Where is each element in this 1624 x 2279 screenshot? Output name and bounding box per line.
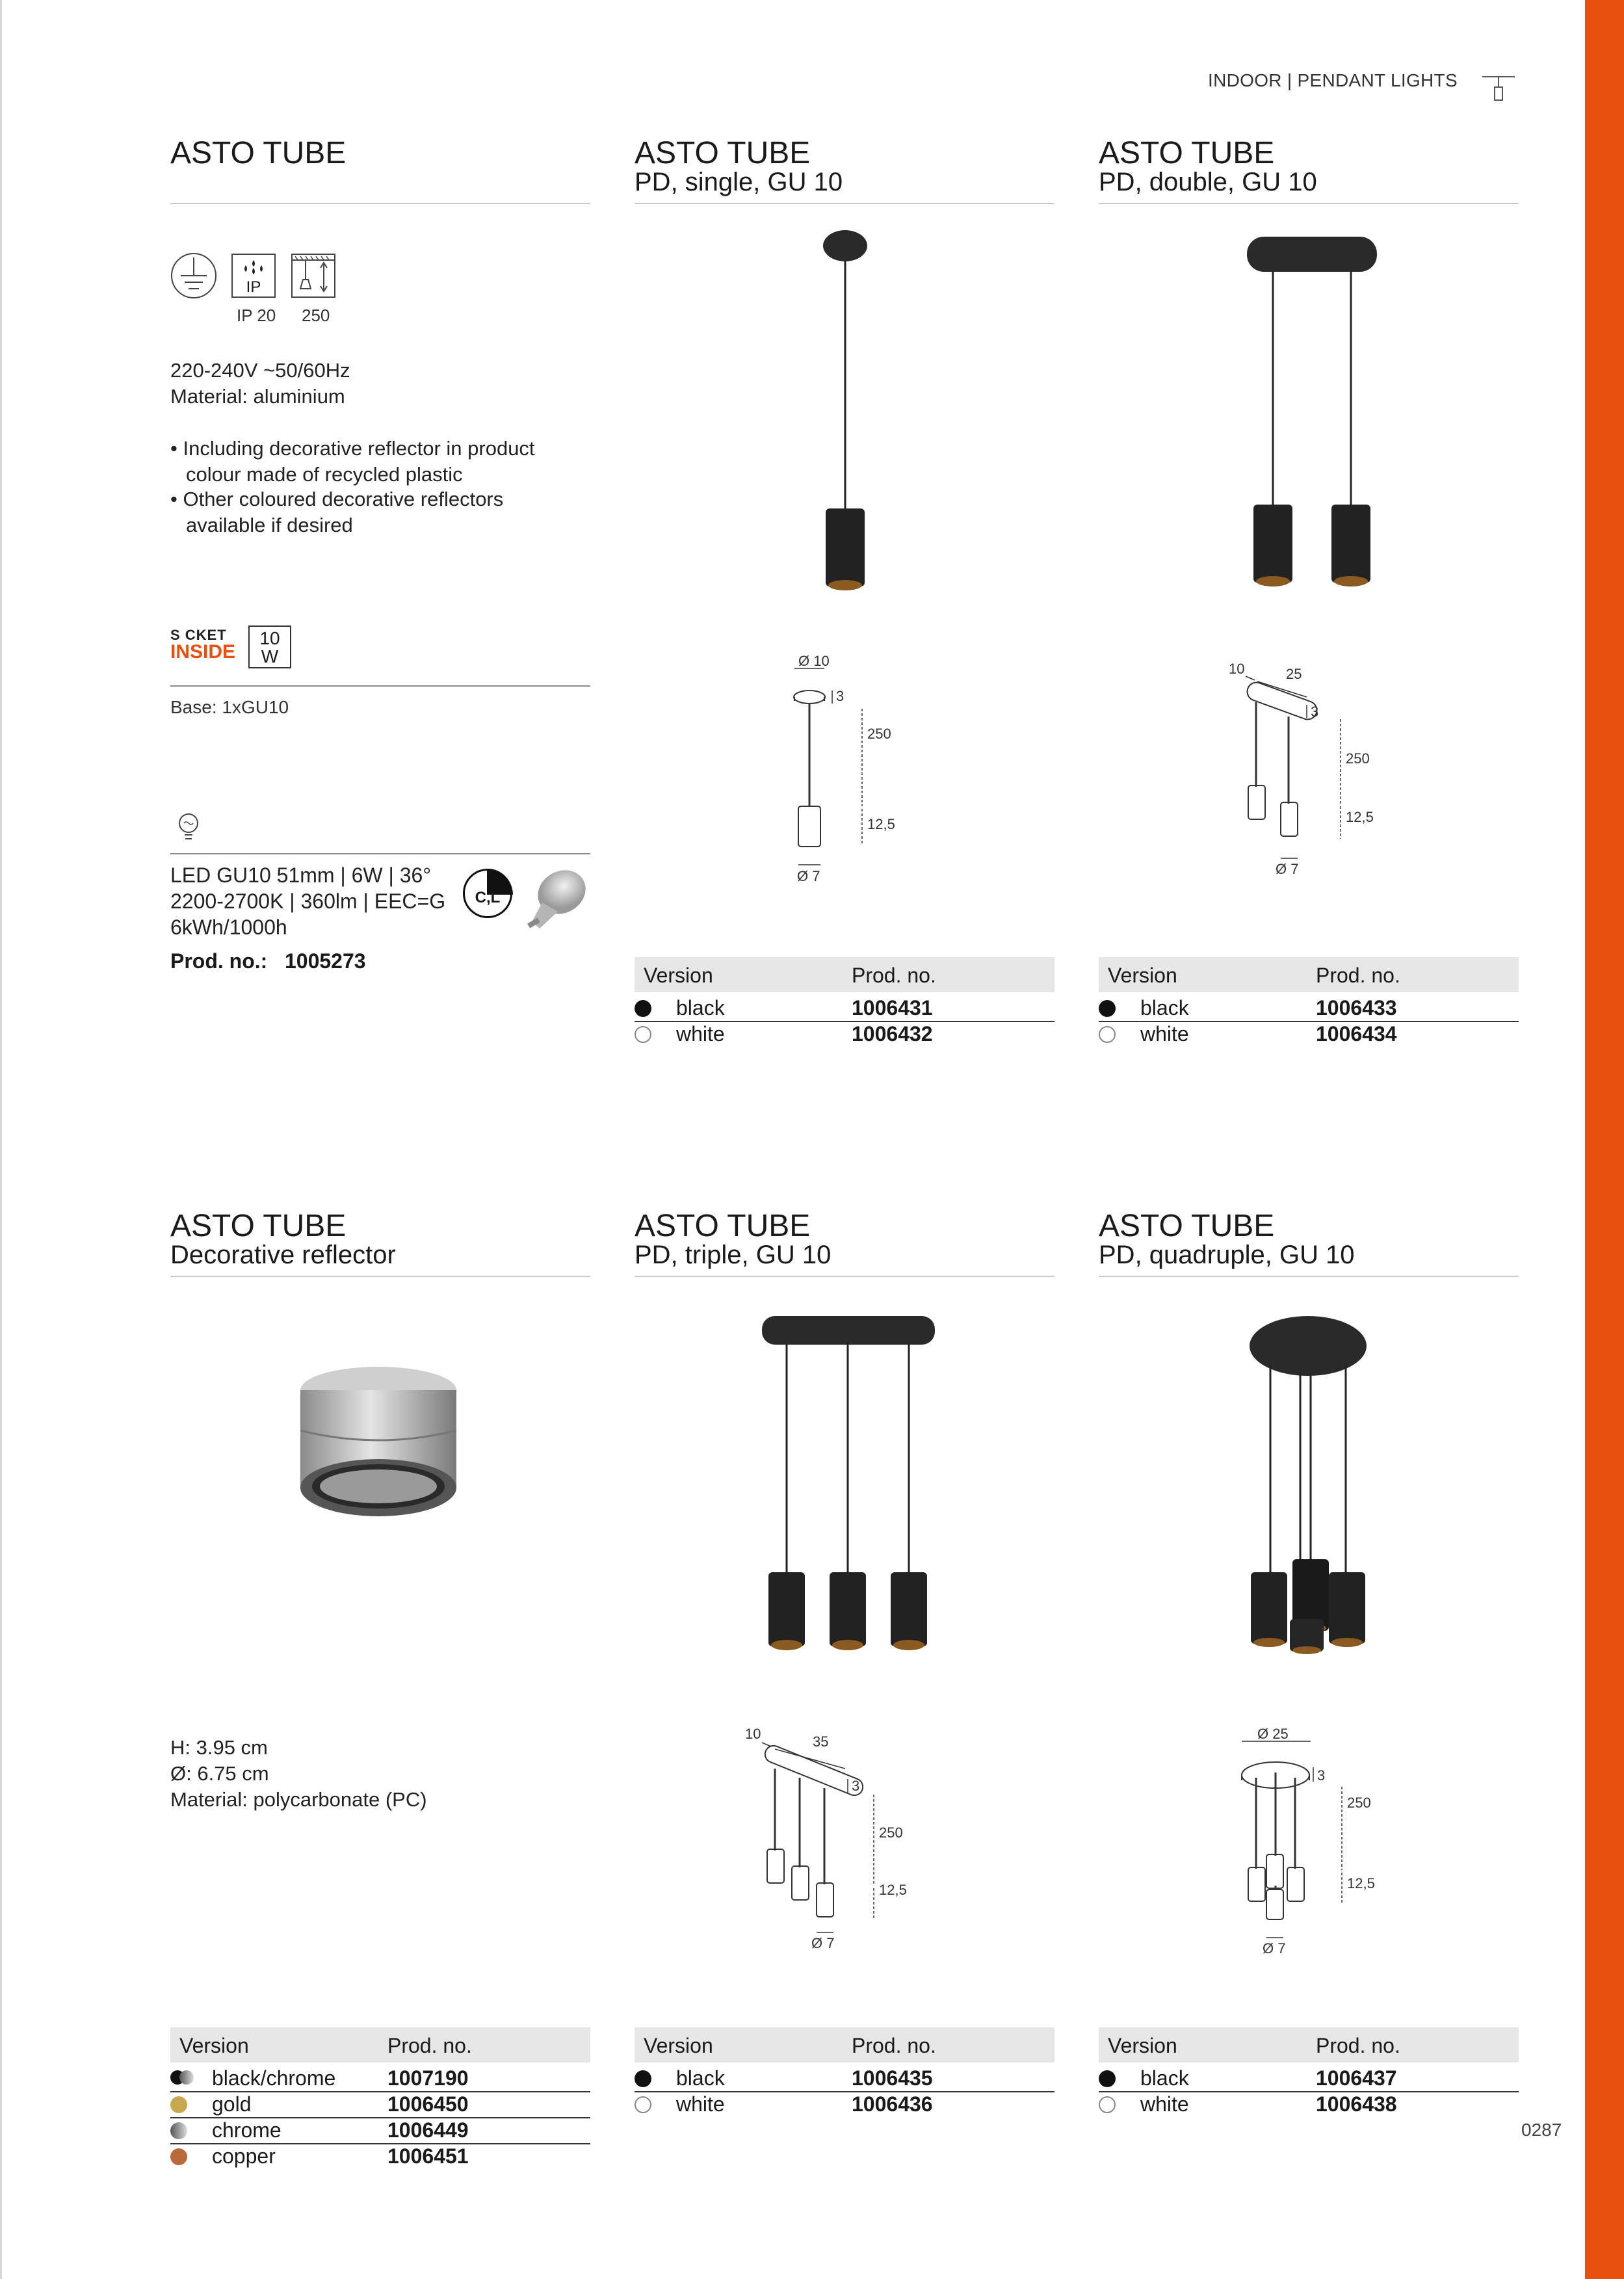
black-swatch-icon bbox=[635, 1000, 651, 1017]
triple-title-divider bbox=[635, 1276, 1054, 1277]
table-row: black 1006433 bbox=[1099, 995, 1519, 1021]
gold-swatch-icon bbox=[170, 2096, 187, 2113]
quadruple-subtitle: PD, quadruple, GU 10 bbox=[1099, 1241, 1355, 1269]
main-prod-no: Prod. no.: 1005273 bbox=[170, 949, 366, 973]
single-dimension-drawing bbox=[780, 650, 910, 891]
feature-bullet-1: • Including decorative reflector in product colour made of recycled plastic bbox=[170, 437, 535, 486]
table-row: black 1006435 bbox=[635, 2065, 1054, 2091]
single-title: ASTO TUBE bbox=[635, 136, 811, 170]
earth-class-icon bbox=[170, 251, 220, 300]
feature-bullet-2: • Other coloured decorative reflectors available if desired bbox=[170, 488, 504, 536]
svg-text:Ø 7: Ø 7 bbox=[1276, 861, 1299, 877]
reflector-title-divider bbox=[170, 1276, 590, 1277]
category-header: INDOOR | PENDANT LIGHTS bbox=[1208, 70, 1458, 90]
svg-text:3: 3 bbox=[852, 1778, 860, 1794]
table-row: gold 1006450 bbox=[170, 2091, 590, 2117]
table-row: white 1006432 bbox=[635, 1021, 1054, 1047]
svg-text:12,5: 12,5 bbox=[1346, 809, 1374, 825]
voltage-spec: 220-240V ~50/60Hz bbox=[170, 359, 350, 382]
reflector-title: ASTO TUBE bbox=[170, 1209, 347, 1243]
black-swatch-icon bbox=[1099, 2070, 1116, 2087]
white-swatch-icon bbox=[635, 1026, 651, 1043]
base-spec: Base: 1xGU10 bbox=[170, 697, 289, 717]
table-row: copper 1006451 bbox=[170, 2143, 590, 2169]
svg-text:250: 250 bbox=[879, 1825, 903, 1841]
title-divider bbox=[170, 203, 590, 204]
svg-text:25: 25 bbox=[1286, 666, 1302, 682]
quadruple-dimension-drawing bbox=[1222, 1723, 1391, 1964]
triple-dimension-drawing bbox=[735, 1723, 930, 1957]
reflector-image bbox=[286, 1359, 475, 1535]
page-edge-line bbox=[0, 0, 2, 2279]
svg-text:10: 10 bbox=[1229, 661, 1245, 677]
svg-text:3: 3 bbox=[1311, 704, 1319, 720]
table-row: black/chrome 1007190 bbox=[170, 2065, 590, 2091]
double-pendant-image bbox=[1235, 231, 1391, 589]
single-pendant-image bbox=[793, 224, 897, 594]
product-title: ASTO TUBE bbox=[170, 136, 347, 170]
quadruple-title-divider bbox=[1099, 1276, 1519, 1277]
svg-text:Ø 7: Ø 7 bbox=[1263, 1940, 1286, 1956]
quadruple-pendant-image bbox=[1235, 1313, 1391, 1658]
quadruple-title: ASTO TUBE bbox=[1099, 1209, 1275, 1243]
dimmable-cl-icon: C,L bbox=[463, 869, 512, 918]
black-swatch-icon bbox=[635, 2070, 651, 2087]
light-bulb-icon bbox=[174, 811, 205, 843]
svg-text:Ø 7: Ø 7 bbox=[811, 1935, 835, 1951]
pendant-light-icon bbox=[1481, 73, 1517, 103]
single-title-divider bbox=[635, 203, 1054, 204]
double-version-table: Version Prod. no. black 1006433 white 1006434 bbox=[1099, 957, 1519, 1048]
white-swatch-icon bbox=[635, 2096, 651, 2113]
svg-text:12,5: 12,5 bbox=[1347, 1875, 1375, 1891]
triple-pendant-image bbox=[754, 1310, 943, 1654]
svg-text:Ø 10: Ø 10 bbox=[798, 653, 830, 669]
chrome-swatch-icon bbox=[170, 2122, 187, 2139]
svg-text:3: 3 bbox=[1317, 1767, 1326, 1784]
reflector-specs: H: 3.95 cm Ø: 6.75 cm Material: polycarbonate (PC) bbox=[170, 1736, 427, 1811]
table-row: black 1006437 bbox=[1099, 2065, 1519, 2091]
single-subtitle: PD, single, GU 10 bbox=[635, 168, 843, 196]
svg-text:12,5: 12,5 bbox=[879, 1882, 907, 1898]
svg-text:3: 3 bbox=[836, 688, 845, 704]
triple-subtitle: PD, triple, GU 10 bbox=[635, 1241, 832, 1269]
white-swatch-icon bbox=[1099, 2096, 1116, 2113]
socket-inside-logo: S CKET INSIDE bbox=[170, 627, 236, 663]
table-row: black 1006431 bbox=[635, 995, 1054, 1021]
socket-divider bbox=[170, 685, 590, 687]
copper-swatch-icon bbox=[170, 2148, 187, 2165]
table-row: white 1006436 bbox=[635, 2091, 1054, 2117]
double-title-divider bbox=[1099, 203, 1519, 204]
accent-side-bar bbox=[1585, 0, 1624, 2279]
triple-version-table: Version Prod. no. black 1006435 white 1006436 bbox=[635, 2027, 1054, 2118]
gu10-bulb-image bbox=[520, 866, 592, 938]
led-divider bbox=[170, 853, 590, 854]
svg-text:Ø 7: Ø 7 bbox=[797, 868, 820, 884]
triple-title: ASTO TUBE bbox=[635, 1209, 811, 1243]
table-row: chrome 1006449 bbox=[170, 2117, 590, 2143]
material-spec: Material: aluminium bbox=[170, 385, 345, 408]
white-swatch-icon bbox=[1099, 1026, 1116, 1043]
ip-rating-icon: IP bbox=[231, 254, 276, 298]
reflector-version-table: Version Prod. no. black/chrome 1007190 gold 1006450 chrome 1006449 copper 1006451 bbox=[170, 2027, 590, 2177]
quadruple-version-table: Version Prod. no. black 1006437 white 1006438 bbox=[1099, 2027, 1519, 2118]
single-version-table: Version Prod. no. black 1006431 white 1006432 bbox=[635, 957, 1054, 1048]
reflector-subtitle: Decorative reflector bbox=[170, 1241, 396, 1269]
table-row: white 1006434 bbox=[1099, 1021, 1519, 1047]
wattage-badge: 10 W bbox=[248, 626, 291, 668]
svg-text:10: 10 bbox=[745, 1726, 761, 1742]
led-spec: LED GU10 51mm | 6W | 36° 2200-2700K | 360lm | EEC=G 6kWh/1000h bbox=[170, 863, 446, 939]
double-subtitle: PD, double, GU 10 bbox=[1099, 168, 1317, 196]
height-label: 250 bbox=[302, 306, 330, 325]
ip-label: IP 20 bbox=[237, 306, 276, 325]
double-dimension-drawing bbox=[1216, 657, 1385, 881]
chrome-swatch-icon bbox=[179, 2070, 194, 2085]
page-number: 0287 bbox=[1521, 2120, 1562, 2140]
svg-text:Ø 25: Ø 25 bbox=[1257, 1726, 1289, 1742]
svg-text:250: 250 bbox=[867, 726, 891, 742]
mounting-height-icon bbox=[291, 254, 335, 298]
double-title: ASTO TUBE bbox=[1099, 136, 1275, 170]
svg-text:12,5: 12,5 bbox=[867, 816, 895, 832]
svg-text:250: 250 bbox=[1347, 1795, 1371, 1811]
svg-text:250: 250 bbox=[1346, 750, 1370, 767]
svg-text:35: 35 bbox=[813, 1733, 829, 1750]
black-swatch-icon bbox=[1099, 1000, 1116, 1017]
table-row: white 1006438 bbox=[1099, 2091, 1519, 2117]
